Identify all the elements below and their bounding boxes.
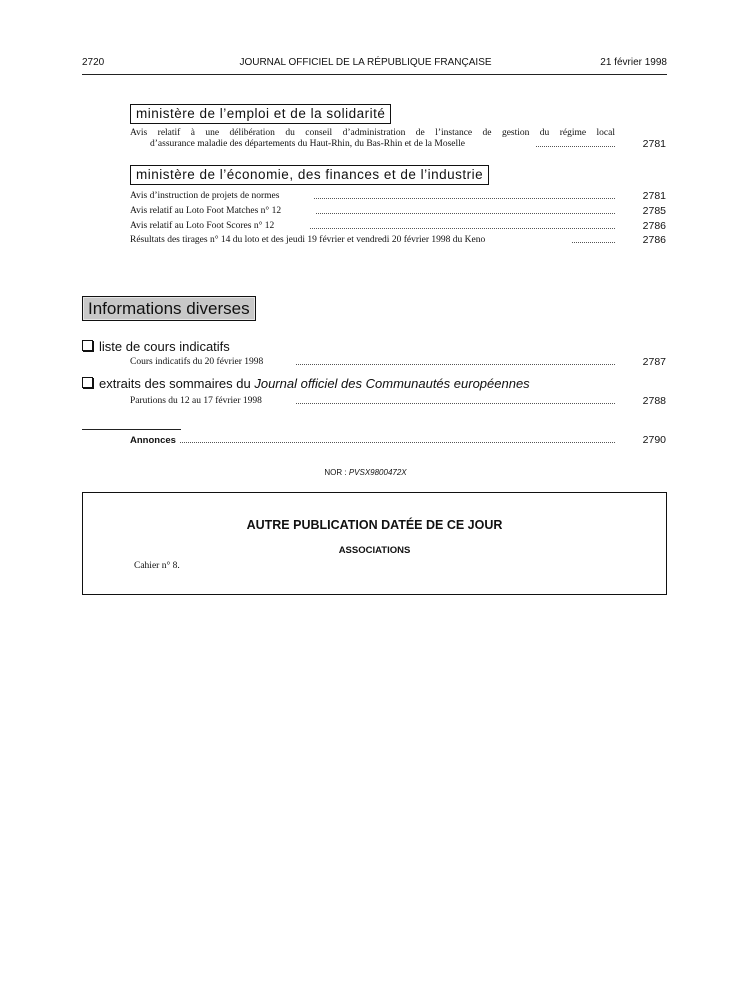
dot-leader	[296, 364, 615, 365]
nor-line	[0, 468, 731, 477]
entry-text[interactable]: Avis relatif au Loto Foot Matches n° 12	[130, 206, 282, 216]
entry-line-1[interactable]: Avis relatif à une délibération du conseil d’administration de l’instance de gestion du régime local	[130, 128, 615, 138]
section-title-italic: Journal officiel des Communautés européennes	[254, 376, 530, 391]
header-rule	[82, 74, 667, 75]
checkbox-icon	[82, 340, 93, 351]
section-title-text: liste de cours indicatifs	[99, 339, 230, 354]
entry-page[interactable]: 2788	[642, 395, 666, 407]
checkbox-icon	[82, 377, 93, 388]
informations-diverses-banner: Informations diverses	[82, 296, 256, 321]
entry-page[interactable]: 2785	[642, 205, 666, 217]
section-title-cours	[82, 339, 230, 354]
entry-text[interactable]: Résultats des tirages n° 14 du loto et des jeudi 19 février et vendredi 20 février 1998 du Keno	[130, 235, 486, 245]
annonces-page[interactable]: 2790	[642, 434, 666, 446]
entry-page[interactable]: 2786	[642, 220, 666, 232]
dot-leader	[180, 442, 615, 443]
nor-code: PVSX9800472X	[348, 468, 407, 477]
entry-line-2[interactable]: d’assurance maladie des départements du Haut-Rhin, du Bas-Rhin et de la Moselle	[150, 139, 465, 149]
ministry-title-emploi: ministère de l’emploi et de la solidarité	[130, 104, 391, 124]
dot-leader	[572, 242, 615, 243]
ministry-title-economie: ministère de l’économie, des finances et de l’industrie	[130, 165, 489, 185]
annonces-label[interactable]: Annonces	[130, 435, 176, 446]
entry-text[interactable]: Avis d’instruction de projets de normes	[130, 191, 280, 201]
cahier-number: Cahier n° 8.	[134, 561, 180, 571]
entry-page[interactable]: 2781	[642, 138, 666, 150]
dot-leader	[536, 146, 615, 147]
entry-page[interactable]: 2781	[642, 190, 666, 202]
issue-date: 21 février 1998	[600, 57, 667, 68]
separator-rule	[82, 429, 181, 430]
entry-page[interactable]: 2786	[642, 234, 666, 246]
section-title-prefix: extraits des sommaires du	[99, 376, 255, 391]
entry-text[interactable]: Avis relatif au Loto Foot Scores n° 12	[130, 221, 275, 231]
entry-text[interactable]: Parutions du 12 au 17 février 1998	[130, 396, 262, 406]
entry-text[interactable]: Cours indicatifs du 20 février 1998	[130, 357, 264, 367]
section-title-extraits	[82, 376, 530, 391]
page-number: 2720	[82, 57, 105, 68]
other-publication-title: AUTRE PUBLICATION DATÉE DE CE JOUR	[246, 518, 503, 532]
other-publication-box	[82, 492, 667, 595]
nor-label: NOR :	[324, 468, 347, 477]
dot-leader	[310, 228, 615, 229]
dot-leader	[296, 403, 615, 404]
dot-leader	[314, 198, 615, 199]
journal-title: JOURNAL OFFICIEL DE LA RÉPUBLIQUE FRANÇAISE	[239, 57, 492, 68]
dot-leader	[316, 213, 615, 214]
entry-page[interactable]: 2787	[642, 356, 666, 368]
other-publication-subtitle: ASSOCIATIONS	[338, 545, 411, 556]
